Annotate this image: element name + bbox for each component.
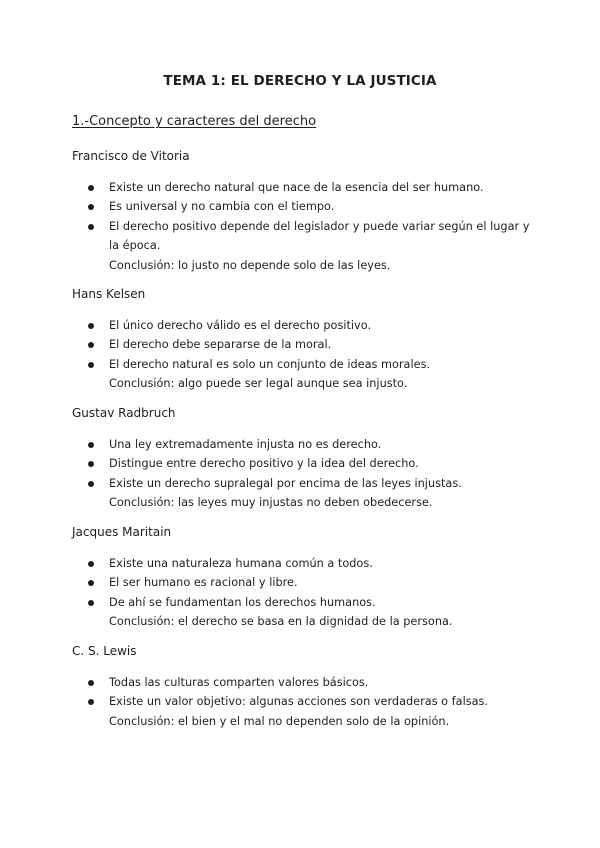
bullet-icon <box>88 481 94 487</box>
bullet-list <box>72 673 532 712</box>
conclusion-text: Conclusión: lo justo no depende solo de las leyes. <box>109 258 391 272</box>
bullet-icon <box>88 224 94 230</box>
list-item <box>72 435 532 454</box>
list-item-text: El derecho positivo depende del legislador y puede variar según el lugar y la época. <box>109 219 530 253</box>
author-block-vitoria <box>72 147 532 275</box>
author-block-lewis <box>72 642 532 731</box>
conclusion-text: Conclusión: el derecho se basa en la dignidad de la persona. <box>109 615 453 629</box>
list-item <box>72 178 532 197</box>
author-name: Gustav Radbruch <box>72 406 176 420</box>
document-title: TEMA 1: EL DERECHO Y LA JUSTICIA <box>163 73 437 89</box>
bullet-list <box>72 316 532 374</box>
list-item <box>72 335 532 354</box>
list-item <box>72 593 532 612</box>
bullet-icon <box>88 580 94 586</box>
bullet-list <box>72 554 532 612</box>
author-name: Jacques Maritain <box>72 525 172 539</box>
list-item-text: Existe un derecho supralegal por encima de las leyes injustas. <box>109 476 462 490</box>
bullet-icon <box>88 561 94 567</box>
list-item <box>72 316 532 335</box>
list-item-text: El único derecho válido es el derecho positivo. <box>109 319 372 332</box>
author-name: Francisco de Vitoria <box>72 149 190 163</box>
list-item-text: Existe un derecho natural que nace de la esencia del ser humano. <box>109 181 484 194</box>
list-item-text: El derecho natural es solo un conjunto de ideas morales. <box>109 357 431 371</box>
bullet-icon <box>88 185 94 191</box>
bullet-icon <box>88 362 94 368</box>
bullet-icon <box>88 342 94 348</box>
list-item <box>72 197 532 216</box>
list-item-text: Existe una naturaleza humana común a todos. <box>109 557 373 570</box>
conclusion-text: Conclusión: algo puede ser legal aunque sea injusto. <box>109 377 408 391</box>
bullet-icon <box>88 323 94 329</box>
author-name: C. S. Lewis <box>72 644 137 658</box>
list-item <box>72 573 532 592</box>
author-block-maritain <box>72 523 532 632</box>
list-item <box>72 474 532 493</box>
conclusion-text: Conclusión: las leyes muy injustas no deben obedecerse. <box>109 496 433 510</box>
bullet-list <box>72 178 532 256</box>
list-item <box>72 454 532 473</box>
list-item <box>72 355 532 374</box>
author-block-radbruch <box>72 404 532 513</box>
bullet-icon <box>88 600 94 606</box>
list-item-text: Todas las culturas comparten valores básicos. <box>109 676 369 689</box>
author-name: Hans Kelsen <box>72 287 146 301</box>
bullet-list <box>72 435 532 493</box>
list-item-text: El ser humano es racional y libre. <box>109 576 298 590</box>
section-heading: 1.-Concepto y caracteres del derecho <box>72 114 317 129</box>
list-item <box>72 692 532 711</box>
list-item <box>72 217 532 256</box>
list-item-text: Una ley extremadamente injusta no es derecho. <box>109 438 382 451</box>
list-item-text: De ahí se fundamentan los derechos humanos. <box>109 595 376 609</box>
bullet-icon <box>88 461 94 467</box>
author-block-kelsen <box>72 285 532 394</box>
list-item <box>72 673 532 692</box>
list-item <box>72 554 532 573</box>
bullet-icon <box>88 442 94 448</box>
list-item-text: Distingue entre derecho positivo y la idea del derecho. <box>109 457 419 471</box>
list-item-text: Es universal y no cambia con el tiempo. <box>109 200 335 214</box>
list-item-text: Existe un valor objetivo: algunas acciones son verdaderas o falsas. <box>109 695 489 709</box>
list-item-text: El derecho debe separarse de la moral. <box>109 338 332 352</box>
conclusion-text: Conclusión: el bien y el mal no dependen solo de la opinión. <box>109 714 450 728</box>
bullet-icon <box>88 699 94 705</box>
bullet-icon <box>88 680 94 686</box>
bullet-icon <box>88 204 94 210</box>
